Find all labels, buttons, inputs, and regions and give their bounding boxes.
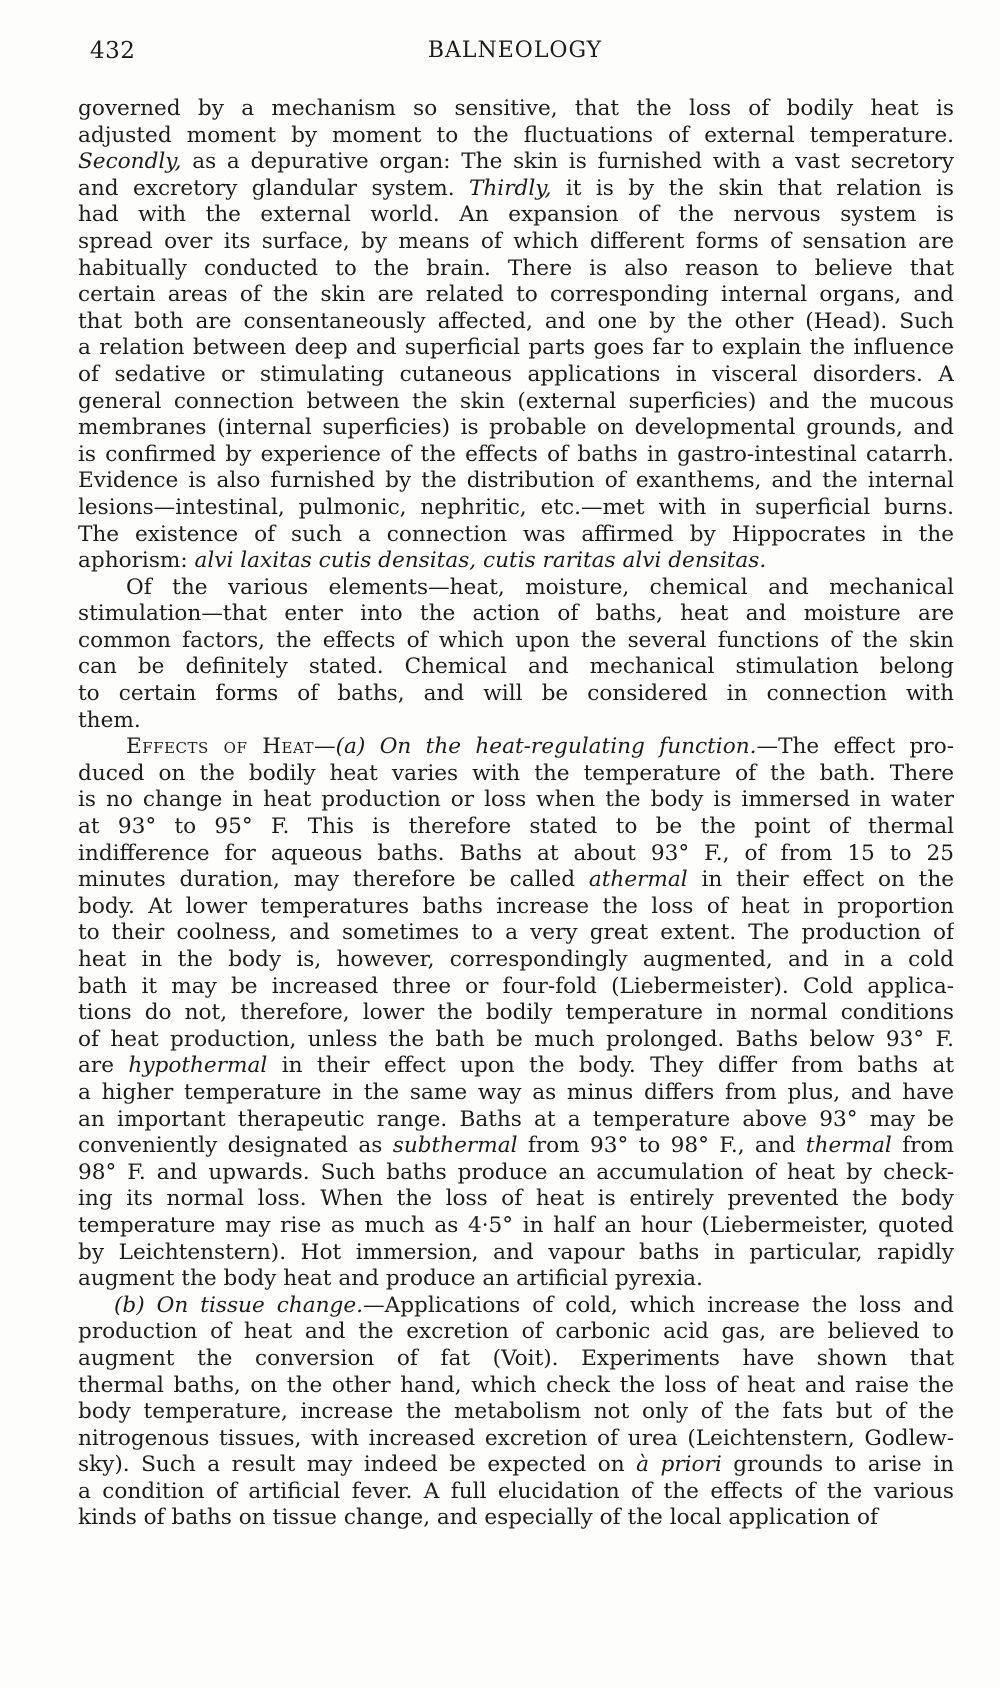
text-segment: that both are consentaneously affected, and one by the other (Head). Such xyxy=(78,308,954,334)
text-segment: a higher temperature in the same way as minus differs from plus, and have xyxy=(78,1079,954,1105)
text-line xyxy=(78,814,954,841)
text-segment: in their effect upon the body. They differ from baths at xyxy=(267,1053,954,1079)
text-segment: kinds of baths on tissue change, and especially of the local application of xyxy=(78,1505,878,1531)
italic-text: athermal xyxy=(588,867,688,893)
text-segment: duced on the bodily heat varies with the temperature of the bath. There xyxy=(78,760,954,786)
text-line xyxy=(78,335,954,362)
text-segment: are xyxy=(78,1053,129,1079)
text-segment: a condition of artificial fever. A full elucidation of the effects of the various xyxy=(78,1478,954,1504)
body-text xyxy=(78,96,954,1532)
running-head xyxy=(90,38,940,72)
text-segment: them. xyxy=(78,707,141,733)
text-segment: in their effect on the xyxy=(687,867,954,893)
text-line xyxy=(78,654,954,681)
text-segment: bath it may be increased three or four-fold (Liebermeister). Cold applica- xyxy=(78,973,954,999)
text-segment: as a depurative organ: The skin is furnished with a vast secretory xyxy=(181,149,954,175)
text-line xyxy=(78,176,954,203)
text-line xyxy=(78,1266,954,1293)
text-line xyxy=(78,522,954,549)
text-segment: body. At lower temperatures baths increase the loss of heat in proportion xyxy=(78,893,954,919)
page-number: 432 xyxy=(90,38,136,64)
text-segment: grounds to arise in xyxy=(721,1452,954,1478)
text-segment: augment the body heat and produce an artificial pyrexia. xyxy=(78,1266,703,1292)
text-line xyxy=(78,1133,954,1160)
text-segment: minutes duration, may therefore be called xyxy=(78,867,589,893)
text-segment: membranes (internal superficies) is probable on developmental grounds, and xyxy=(78,415,954,441)
text-segment: of sedative or stimulating cutaneous applications in visceral disorders. A xyxy=(78,361,954,387)
text-line xyxy=(78,1080,954,1107)
text-segment: from 93° to 98° F., and xyxy=(517,1133,806,1159)
text-segment: heat in the body is, however, correspondingly augmented, and in a cold xyxy=(78,947,954,972)
text-segment: is confirmed by experience of the effects of baths in gastro-intestinal catarrh. xyxy=(78,441,954,467)
text-segment: common factors, the effects of which upon the several functions of the skin xyxy=(78,627,954,653)
text-line xyxy=(78,1399,954,1426)
text-line xyxy=(78,256,954,283)
text-line xyxy=(78,1346,954,1373)
text-segment: — xyxy=(314,734,336,760)
text-line xyxy=(78,841,954,868)
text-line xyxy=(78,1107,954,1134)
text-line xyxy=(78,575,954,602)
text-line xyxy=(78,920,954,947)
text-line xyxy=(78,974,954,1001)
text-segment: —The effect pro- xyxy=(756,734,954,760)
text-segment: nitrogenous tissues, with increased excretion of urea (Leichtenstern, Godlew- xyxy=(78,1425,954,1451)
text-segment: of heat production, unless the bath be much prolonged. Baths below 93° F. xyxy=(78,1026,954,1052)
text-line xyxy=(78,708,954,735)
text-line xyxy=(78,1452,954,1479)
text-line xyxy=(78,601,954,628)
text-segment: stimulation—that enter into the action of baths, heat and moisture are xyxy=(78,601,954,627)
text-line xyxy=(78,1053,954,1080)
text-segment: at 93° to 95° F. This is therefore stated to be the point of thermal xyxy=(78,814,954,840)
text-line xyxy=(78,309,954,336)
text-line xyxy=(78,282,954,309)
text-segment: certain areas of the skin are related to corresponding internal organs, and xyxy=(78,282,954,308)
text-line xyxy=(78,389,954,416)
text-line xyxy=(78,495,954,522)
text-line xyxy=(78,628,954,655)
text-segment: 98° F. and upwards. Such baths produce an accumulation of heat by check- xyxy=(78,1159,954,1185)
text-segment: body temperature, increase the metabolism not only of the fats but of the xyxy=(78,1399,954,1425)
text-segment: —Applications of cold, which increase the loss and xyxy=(363,1292,954,1318)
text-segment: production of heat and the excretion of carbonic acid gas, are believed to xyxy=(78,1319,954,1345)
text-line xyxy=(78,681,954,708)
text-segment: indifference for aqueous baths. Baths at about 93° F., of from 15 to 25 xyxy=(78,840,954,866)
text-line xyxy=(78,1160,954,1187)
text-line xyxy=(78,734,954,761)
text-segment: to their coolness, and sometimes to a very great extent. The production of xyxy=(78,920,954,946)
text-line xyxy=(78,202,954,229)
text-segment: is no change in heat production or loss when the body is immersed in water xyxy=(78,787,954,813)
text-segment: conveniently designated as xyxy=(78,1133,393,1159)
italic-text: à priori xyxy=(636,1452,722,1478)
text-line xyxy=(78,96,954,123)
text-segment: Evidence is also furnished by the distribution of exanthems, and the internal xyxy=(78,468,954,494)
text-line xyxy=(78,362,954,389)
italic-text: Thirdly, xyxy=(469,175,552,201)
text-line xyxy=(78,1319,954,1346)
text-segment: ing its normal loss. When the loss of heat is entirely prevented the body xyxy=(78,1186,954,1212)
text-line xyxy=(78,761,954,788)
italic-text: Secondly, xyxy=(78,149,182,175)
text-segment: can be definitely stated. Chemical and mechanical stimulation belong xyxy=(78,654,954,680)
text-line xyxy=(78,787,954,814)
italic-text: alvi laxitas cutis densitas, cutis raritas alvi densitas. xyxy=(194,548,767,574)
text-segment: lesions—intestinal, pulmonic, nephritic, etc.—met with in superficial burns. xyxy=(78,494,954,520)
text-line xyxy=(78,415,954,442)
italic-text: subthermal xyxy=(392,1133,518,1159)
text-line xyxy=(78,1027,954,1054)
small-caps-heading: Effects of Heat xyxy=(126,734,315,760)
text-line xyxy=(78,1213,954,1240)
text-segment: augment the conversion of fat (Voit). Experiments have shown that xyxy=(78,1345,954,1371)
text-segment: tions do not, therefore, lower the bodily temperature in normal conditions xyxy=(78,1000,954,1026)
text-line xyxy=(78,1293,954,1320)
text-segment: had with the external world. An expansion of the nervous system is xyxy=(78,202,954,228)
text-segment: general connection between the skin (external superficies) and the mucous xyxy=(78,388,954,414)
text-line xyxy=(78,894,954,921)
text-line xyxy=(78,123,954,150)
text-segment: temperature may rise as much as 4·5° in half an hour (Liebermeister, quoted xyxy=(78,1212,954,1238)
text-line xyxy=(78,548,954,575)
text-line xyxy=(78,149,954,176)
text-line xyxy=(78,867,954,894)
text-line xyxy=(78,1426,954,1453)
text-line xyxy=(78,1505,954,1532)
text-segment: Of the various elements—heat, moisture, chemical and mechanical xyxy=(126,574,954,600)
italic-text: (a) On the heat-regulating function. xyxy=(335,734,757,760)
text-segment: from xyxy=(891,1133,954,1159)
text-line xyxy=(78,468,954,495)
italic-text: (b) On tissue change. xyxy=(114,1292,363,1318)
italic-text: thermal xyxy=(805,1133,892,1159)
header-title: BALNEOLOGY xyxy=(427,38,603,63)
text-line xyxy=(78,1373,954,1400)
text-segment: spread over its surface, by means of which different forms of sensation are xyxy=(78,228,954,254)
text-segment: and excretory glandular system. xyxy=(78,175,469,201)
text-line xyxy=(78,1000,954,1027)
text-segment: sky). Such a result may indeed be expected on xyxy=(78,1452,637,1478)
text-segment: to certain forms of baths, and will be considered in connection with xyxy=(78,681,954,707)
text-line xyxy=(78,229,954,256)
text-segment: a relation between deep and superficial parts goes far to explain the influence xyxy=(78,335,954,361)
italic-text: hypothermal xyxy=(128,1053,268,1079)
text-segment: by Leichtenstern). Hot immersion, and vapour baths in particular, rapidly xyxy=(78,1239,954,1265)
text-segment: governed by a mechanism so sensitive, that the loss of bodily heat is xyxy=(78,96,954,121)
text-segment: aphorism: xyxy=(78,548,195,574)
text-line xyxy=(78,442,954,469)
text-line xyxy=(78,1479,954,1506)
text-segment: it is by the skin that relation is xyxy=(551,175,954,201)
text-line xyxy=(78,947,954,974)
text-line xyxy=(78,1240,954,1267)
text-segment: The existence of such a connection was affirmed by Hippocrates in the xyxy=(78,521,954,547)
text-segment: habitually conducted to the brain. There is also reason to believe that xyxy=(78,255,954,281)
text-segment: thermal baths, on the other hand, which check the loss of heat and raise the xyxy=(78,1372,954,1398)
text-line xyxy=(78,1186,954,1213)
text-segment: an important therapeutic range. Baths at a temperature above 93° may be xyxy=(78,1106,954,1132)
text-segment: adjusted moment by moment to the fluctuations of external temperature. xyxy=(78,122,954,148)
